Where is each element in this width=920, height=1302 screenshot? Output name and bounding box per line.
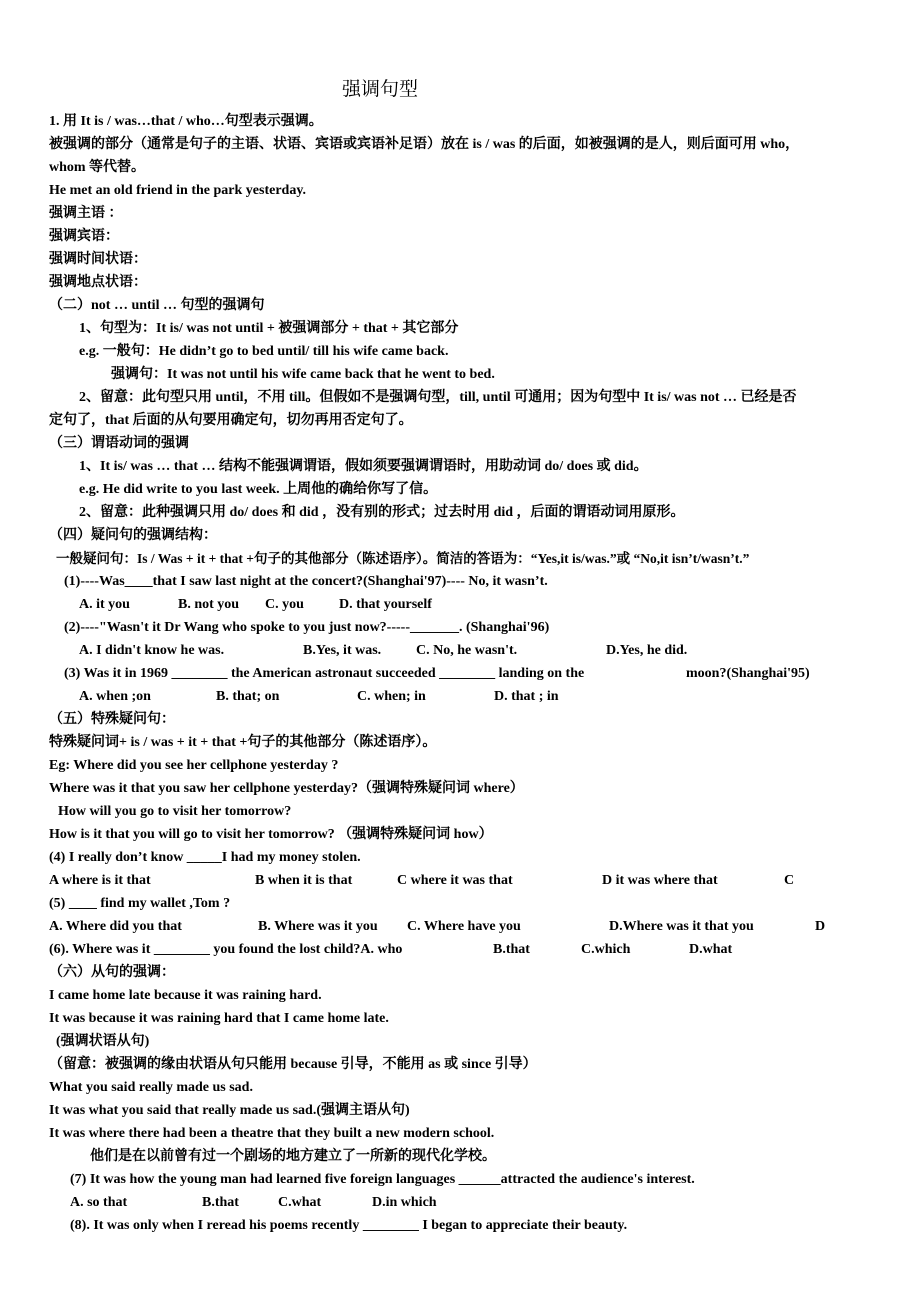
text-line: (强调状语从句): [56, 1034, 150, 1049]
option-d: D. that ; in: [494, 689, 559, 704]
text-line: I came home late because it was raining hard.: [49, 988, 322, 1003]
text-line: 强调句：It was not until his wife came back that he went to bed.: [111, 367, 495, 382]
option-b: B.that: [493, 942, 530, 957]
text-line: It was where there had been a theatre that they built a new modern school.: [49, 1126, 495, 1141]
option-d: D it was where that: [602, 873, 718, 888]
text-line: Where was it that you saw her cellphone yesterday?（强调特殊疑问词 where）: [49, 781, 524, 796]
text-line: 1、It is/ was … that … 结构不能强调谓语，假如须要强调谓语时，用助动词 do/ does 或 did。: [79, 459, 648, 474]
option-b: B.that: [202, 1195, 239, 1210]
section-heading: （六）从句的强调：: [49, 965, 175, 980]
text-line: 一般疑问句：Is / Was + it + that +句子的其他部分（陈述语序）。简洁的答语为：“Yes,it is/was.”或 “No,it isn’t/wasn’t.”: [56, 551, 750, 566]
section-heading: （二）not … until … 句型的强调句: [49, 298, 265, 313]
option-c: C. Where have you: [407, 919, 521, 934]
option-d: D. that yourself: [339, 597, 432, 612]
option-a: A where is it that: [49, 873, 151, 888]
text-line: 2、留意：此句型只用 until，不用 till。但假如不是强调句型，till, until 可通用；因为句型中 It is/ was not … 已经是否: [79, 390, 797, 405]
option-b: B.Yes, it was.: [303, 643, 382, 658]
option-a: A. so that: [70, 1195, 128, 1210]
text-line: 特殊疑问词+ is / was + it + that +句子的其他部分（陈述语序）。: [49, 735, 437, 750]
option-d: D.Where was it that you: [609, 919, 754, 934]
text-line: 1、句型为：It is/ was not until + 被强调部分 + that + 其它部分: [79, 321, 459, 336]
text-line: How will you go to visit her tomorrow?: [58, 804, 292, 819]
page-title: 强调句型: [341, 78, 418, 100]
option-a: A. I didn't know he was.: [79, 643, 225, 658]
option-a: A. it you: [79, 597, 130, 612]
option-b: B. that; on: [216, 689, 280, 704]
option-a: A. Where did you that: [49, 919, 182, 934]
section-heading: （三）谓语动词的强调: [49, 436, 189, 451]
question-8: (8). It was only when I reread his poems recently ________ I began to appreciate their beauty.: [70, 1218, 628, 1233]
section-heading: （五）特殊疑问句：: [49, 712, 175, 727]
text-line: He met an old friend in the park yesterday.: [49, 183, 307, 198]
text-line: 被强调的部分（通常是句子的主语、状语、宾语或宾语补足语）放在 is / was 的后面，如被强调的是人，则后面可用 who，: [49, 137, 800, 152]
option-b: B. Where was it you: [258, 919, 378, 934]
text-line: 强调时间状语：: [49, 252, 147, 267]
question-3: (3) Was it in 1969 ________ the American astronaut succeeded ________ landing on the: [64, 666, 585, 681]
text-line: It was what you said that really made us sad.(强调主语从句): [49, 1103, 410, 1118]
text-line: How is it that you will go to visit her tomorrow? （强调特殊疑问词 how）: [49, 827, 493, 842]
option-c: C. when; in: [357, 689, 426, 704]
question-1: (1)----Was____that I saw last night at the concert?(Shanghai'97)---- No, it wasn’t.: [64, 574, 548, 589]
answer-key: C: [784, 873, 795, 888]
option-d: D.what: [689, 942, 733, 957]
option-b: B. not you: [178, 597, 240, 612]
note-line: （留意：被强调的缘由状语从句只能用 because 引导，不能用 as 或 since 引导）: [49, 1057, 537, 1072]
text-line: 2、留意：此种强调只用 do/ does 和 did ，没有别的形式；过去时用 did ，后面的谓语动词用原形。: [79, 505, 685, 520]
question-5: (5) ____ find my wallet ,Tom ?: [49, 896, 231, 911]
text-line: e.g. He did write to you last week. 上周他的确给你写了信。: [79, 482, 438, 497]
text-line: It was because it was raining hard that I came home late.: [49, 1011, 389, 1026]
option-c: C.what: [278, 1195, 322, 1210]
text-line: 1. 用 It is / was…that / who…句型表示强调。: [49, 114, 323, 129]
option-c: C. No, he wasn't.: [416, 643, 518, 658]
option-c: C where it was that: [397, 873, 513, 888]
option-d: D.in which: [372, 1195, 437, 1210]
option-c: C.which: [581, 942, 631, 957]
text-line: 强调地点状语：: [49, 275, 147, 290]
option-a: A. when ;on: [79, 689, 151, 704]
option-c: C. you: [265, 597, 304, 612]
text-line: 强调主语 ：: [49, 206, 123, 221]
question-3-cont: moon?(Shanghai'95): [686, 666, 810, 681]
question-7: (7) It was how the young man had learned five foreign languages ______attracted the audience's interest.: [70, 1172, 695, 1187]
text-line: 他们是在以前曾有过一个剧场的地方建立了一所新的现代化学校。: [90, 1149, 496, 1164]
question-6: (6). Where was it ________ you found the lost child?A. who: [49, 942, 403, 957]
option-d: D.Yes, he did.: [606, 643, 688, 658]
text-line: Eg: Where did you see her cellphone yesterday ?: [49, 758, 339, 773]
section-heading: （四）疑问句的强调结构：: [49, 528, 217, 543]
text-line: What you said really made us sad.: [49, 1080, 253, 1095]
text-line: 定句了，that 后面的从句要用确定句，切勿再用否定句了。: [49, 413, 413, 428]
text-line: e.g. 一般句：He didn’t go to bed until/ till his wife came back.: [79, 344, 449, 359]
option-b: B when it is that: [255, 873, 353, 888]
question-2: (2)----"Wasn't it Dr Wang who spoke to you just now?-----_______. (Shanghai'96): [64, 620, 550, 635]
text-line: whom 等代替。: [49, 160, 146, 175]
text-line: 强调宾语：: [49, 229, 119, 244]
answer-key: D: [815, 919, 826, 934]
question-4: (4) I really don’t know _____I had my money stolen.: [49, 850, 361, 865]
